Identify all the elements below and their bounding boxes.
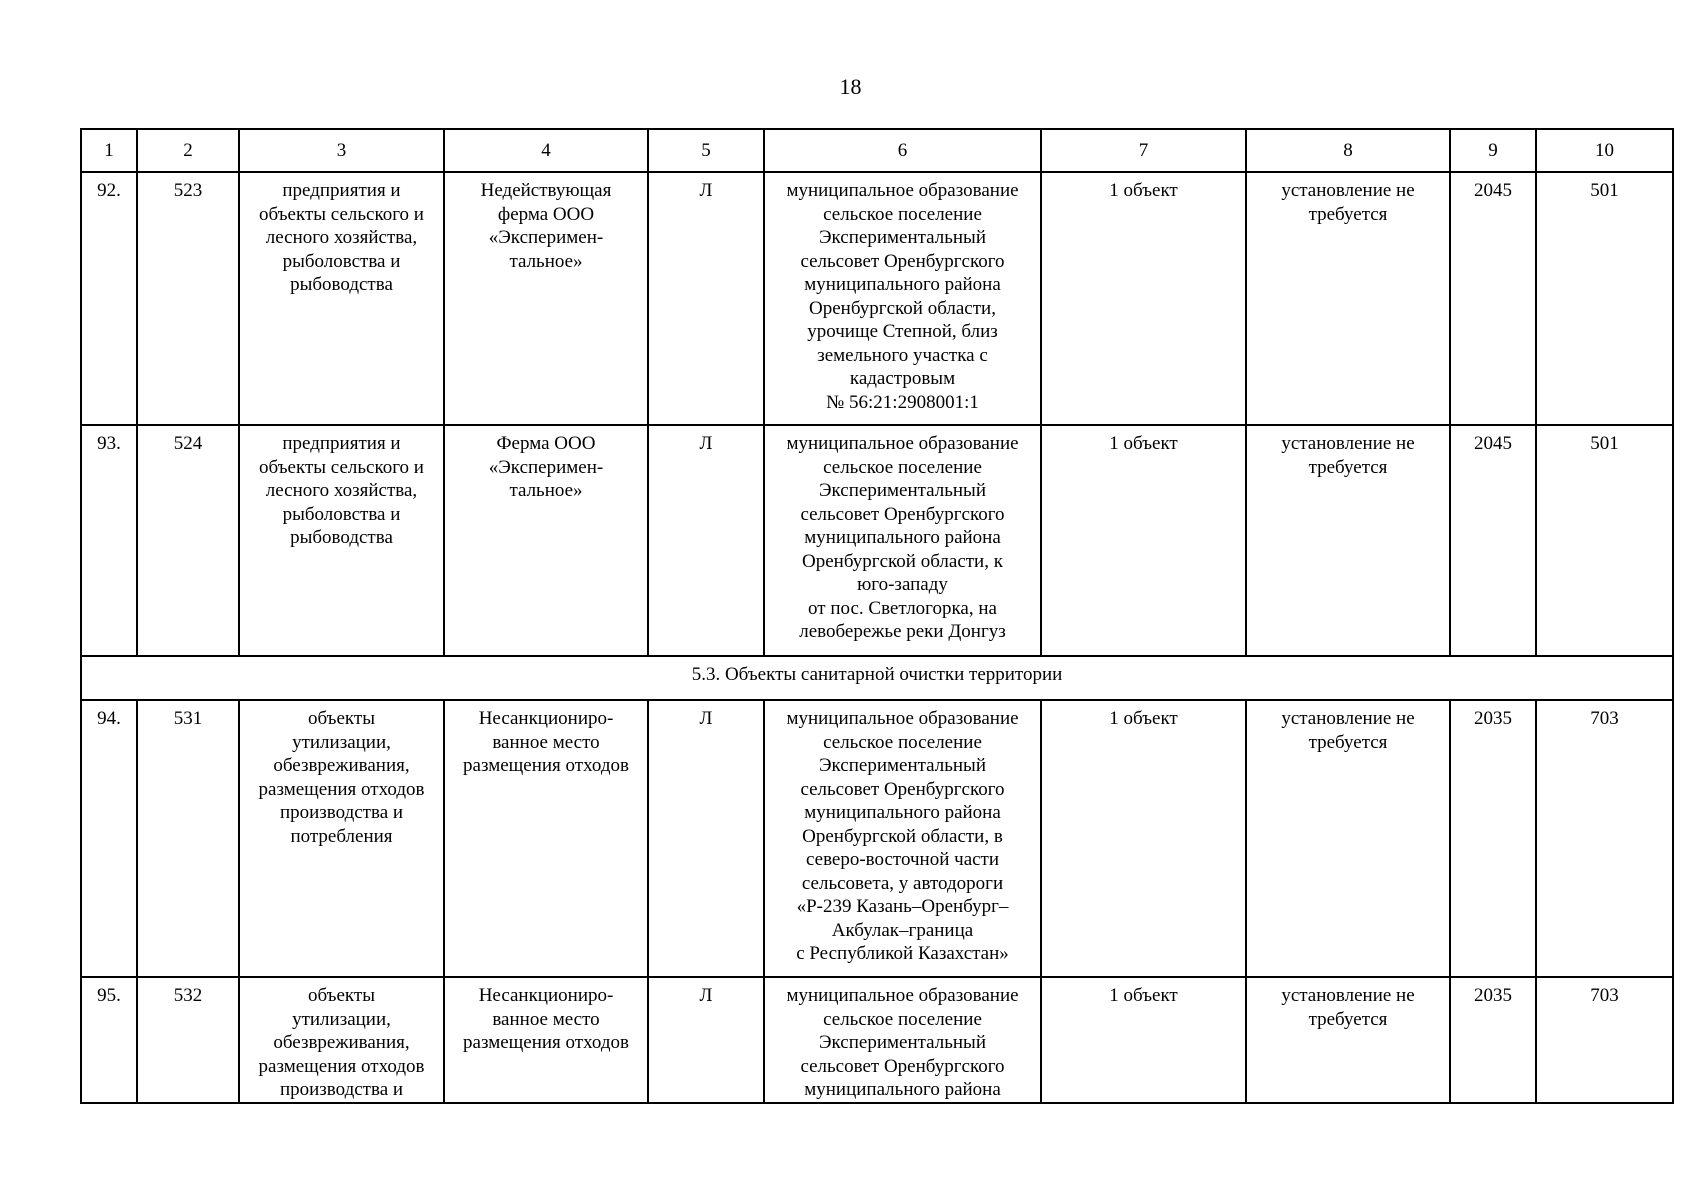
count-cell: 1 объект: [1041, 700, 1246, 977]
year-cell: 2045: [1450, 425, 1536, 656]
header-cell: 2: [137, 129, 239, 172]
header-cell: 4: [444, 129, 648, 172]
code-cell: 501: [1536, 172, 1673, 425]
location-cell: муниципальное образование сельское поселение Экспериментальный сельсовет Оренбургского муниципального района: [764, 977, 1041, 1103]
location-cell: муниципальное образование сельское поселение Экспериментальный сельсовет Оренбургского муниципального района Оренбургской области, урочище Степной, близ земельного участка с кадастровым № 56:21:2908001:1: [764, 172, 1041, 425]
header-cell: 9: [1450, 129, 1536, 172]
header-cell: 5: [648, 129, 764, 172]
zone-cell: установление не требуется: [1246, 425, 1450, 656]
header-cell: 7: [1041, 129, 1246, 172]
code-cell: 703: [1536, 700, 1673, 977]
page-number: 18: [839, 74, 862, 99]
zone-cell: установление не требуется: [1246, 700, 1450, 977]
row-number-cell: 95.: [81, 977, 137, 1103]
header-cell: 3: [239, 129, 444, 172]
section-title: 5.3. Объекты санитарной очистки территории: [81, 656, 1673, 700]
header-cell: 10: [1536, 129, 1673, 172]
header-cell: 1: [81, 129, 137, 172]
status-cell: Л: [648, 172, 764, 425]
table-row: [81, 700, 1673, 977]
code-cell: 524: [137, 425, 239, 656]
table-row: [81, 977, 1673, 1103]
object-name-cell: Ферма ООО «Эксперимен- тальное»: [444, 425, 648, 656]
table-row: [81, 425, 1673, 656]
year-cell: 2045: [1450, 172, 1536, 425]
status-cell: Л: [648, 425, 764, 656]
count-cell: 1 объект: [1041, 977, 1246, 1103]
column-number-header-row: [81, 129, 1673, 172]
category-cell: предприятия и объекты сельского и лесного хозяйства, рыболовства и рыбоводства: [239, 425, 444, 656]
category-cell: объекты утилизации, обезвреживания, размещения отходов производства и потребления: [239, 700, 444, 977]
row-number-cell: 93.: [81, 425, 137, 656]
year-cell: 2035: [1450, 700, 1536, 977]
location-cell: муниципальное образование сельское поселение Экспериментальный сельсовет Оренбургского муниципального района Оренбургской области, к юго-западу от пос. Светлогорка, на левобережье реки Донгуз: [764, 425, 1041, 656]
zone-cell: установление не требуется: [1246, 977, 1450, 1103]
code-cell: 501: [1536, 425, 1673, 656]
status-cell: Л: [648, 977, 764, 1103]
year-cell: 2035: [1450, 977, 1536, 1103]
registry-table: [80, 128, 1674, 1104]
zone-cell: установление не требуется: [1246, 172, 1450, 425]
count-cell: 1 объект: [1041, 425, 1246, 656]
header-cell: 8: [1246, 129, 1450, 172]
category-cell: объекты утилизации, обезвреживания, размещения отходов производства и: [239, 977, 444, 1103]
row-number-cell: 92.: [81, 172, 137, 425]
object-name-cell: Несанкциониро- ванное место размещения отходов: [444, 700, 648, 977]
status-cell: Л: [648, 700, 764, 977]
code-cell: 531: [137, 700, 239, 977]
code-cell: 523: [137, 172, 239, 425]
code-cell: 532: [137, 977, 239, 1103]
code-cell: 703: [1536, 977, 1673, 1103]
header-cell: 6: [764, 129, 1041, 172]
table-row: [81, 172, 1673, 425]
count-cell: 1 объект: [1041, 172, 1246, 425]
object-name-cell: Недействующая ферма ООО «Эксперимен- тальное»: [444, 172, 648, 425]
category-cell: предприятия и объекты сельского и лесного хозяйства, рыболовства и рыбоводства: [239, 172, 444, 425]
row-number-cell: 94.: [81, 700, 137, 977]
object-name-cell: Несанкциониро- ванное место размещения отходов: [444, 977, 648, 1103]
location-cell: муниципальное образование сельское поселение Экспериментальный сельсовет Оренбургского муниципального района Оренбургской области, в северо-восточной части сельсовета, у автодороги «Р-239 Казань–Оренбург– Акбулак–граница с Республикой Казахстан»: [764, 700, 1041, 977]
section-header-row: [81, 656, 1673, 700]
